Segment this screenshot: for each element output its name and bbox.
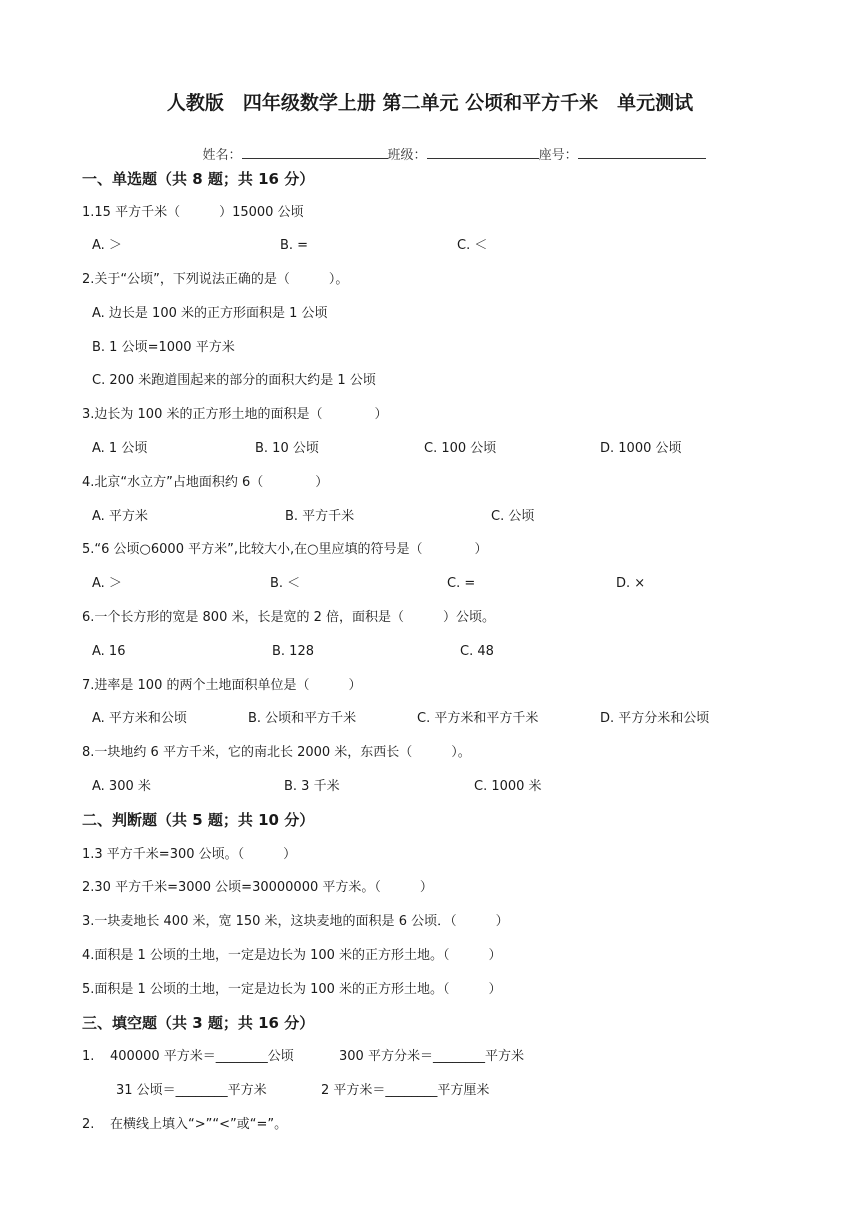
- question-text: 4.北京“水立方”占地面积约 6（ ）: [82, 475, 329, 490]
- option-a: A. 平方米: [92, 509, 148, 524]
- judge-question: 1.3 平方千米=300 公顷。（ ）: [82, 847, 297, 862]
- option-a: A. 16: [92, 644, 126, 659]
- fill-item: 300 平方分米＝________平方米: [339, 1049, 524, 1064]
- option-b: B. 公顷和平方千米: [248, 711, 357, 726]
- question-text: 6.一个长方形的宽是 800 米，长是宽的 2 倍，面积是（ ）公顷。: [82, 610, 496, 625]
- judge-question: 5.面积是 1 公顷的土地，一定是边长为 100 米的正方形土地。（ ）: [82, 982, 502, 997]
- option-a: A. ＞: [92, 238, 122, 253]
- fill-item: 400000 平方米＝________公顷: [110, 1049, 294, 1064]
- class-label: 班级：: [387, 148, 427, 163]
- question-text: 7.进率是 100 的两个土地面积单位是（ ）: [82, 678, 362, 693]
- option-b: B. 1 公顷=1000 平方米: [92, 340, 235, 355]
- option-a: A. 1 公顷: [92, 441, 148, 456]
- name-blank[interactable]: [242, 158, 388, 159]
- fill-item: 2 平方米＝________平方厘米: [321, 1083, 490, 1098]
- option-a: A. 300 米: [92, 779, 151, 794]
- option-b: B. 平方千米: [285, 509, 355, 524]
- fill-item: 31 公顷＝________平方米: [116, 1083, 267, 1098]
- option-c: C. 48: [460, 644, 494, 659]
- option-c: C. 平方米和平方千米: [417, 711, 539, 726]
- page-title: 人教版 四年级数学上册 第二单元 公顷和平方千米 单元测试: [166, 92, 694, 114]
- fill-question-number: 1.: [82, 1049, 95, 1064]
- fill-question-number: 2.: [82, 1117, 95, 1132]
- judge-question: 3.一块麦地长 400 米，宽 150 米，这块麦地的面积是 6 公顷．（ ）: [82, 914, 509, 929]
- option-c: C. 200 米跑道围起来的部分的面积大约是 1 公顷: [92, 373, 376, 388]
- question-text: 8.一块地约 6 平方千米，它的南北长 2000 米，东西长（ ）。: [82, 745, 471, 760]
- seat-label: 座号：: [538, 148, 578, 163]
- section-heading-true-false: 二、判断题（共 5 题；共 10 分）: [82, 811, 315, 829]
- option-d: D. ×: [616, 576, 646, 591]
- option-b: B. 10 公顷: [255, 441, 319, 456]
- option-b: B. =: [280, 238, 309, 253]
- name-label: 姓名：: [202, 148, 242, 163]
- option-a: A. ＞: [92, 576, 122, 591]
- option-a: A. 平方米和公顷: [92, 711, 187, 726]
- option-d: D. 平方分米和公顷: [600, 711, 710, 726]
- fill-item: 在横线上填入“>”“<”或“=”。: [110, 1117, 288, 1132]
- option-b: B. 3 千米: [284, 779, 340, 794]
- option-c: C. 1000 米: [474, 779, 542, 794]
- option-c: C. ＜: [457, 238, 488, 253]
- judge-question: 2.30 平方千米=3000 公顷=30000000 平方米。（ ）: [82, 880, 433, 895]
- question-text: 1.15 平方千米（ ）15000 公顷: [82, 205, 304, 220]
- section-heading-fill-blank: 三、填空题（共 3 题；共 16 分）: [82, 1014, 315, 1032]
- option-a: A. 边长是 100 米的正方形面积是 1 公顷: [92, 306, 328, 321]
- section-heading-single-choice: 一、单选题（共 8 题；共 16 分）: [82, 170, 315, 188]
- question-text: 3.边长为 100 米的正方形土地的面积是（ ）: [82, 407, 388, 422]
- option-b: B. ＜: [270, 576, 301, 591]
- option-c: C. 100 公顷: [424, 441, 497, 456]
- seat-blank[interactable]: [578, 158, 706, 159]
- option-b: B. 128: [272, 644, 314, 659]
- judge-question: 4.面积是 1 公顷的土地，一定是边长为 100 米的正方形土地。（ ）: [82, 948, 502, 963]
- class-blank[interactable]: [427, 158, 539, 159]
- question-text: 2.关于“公顷”，下列说法正确的是（ ）。: [82, 272, 349, 287]
- question-text: 5.“6 公顷○6000 平方米”,比较大小,在○里应填的符号是（ ）: [82, 542, 488, 557]
- option-c: C. =: [447, 576, 476, 591]
- option-c: C. 公顷: [491, 509, 535, 524]
- option-d: D. 1000 公顷: [600, 441, 682, 456]
